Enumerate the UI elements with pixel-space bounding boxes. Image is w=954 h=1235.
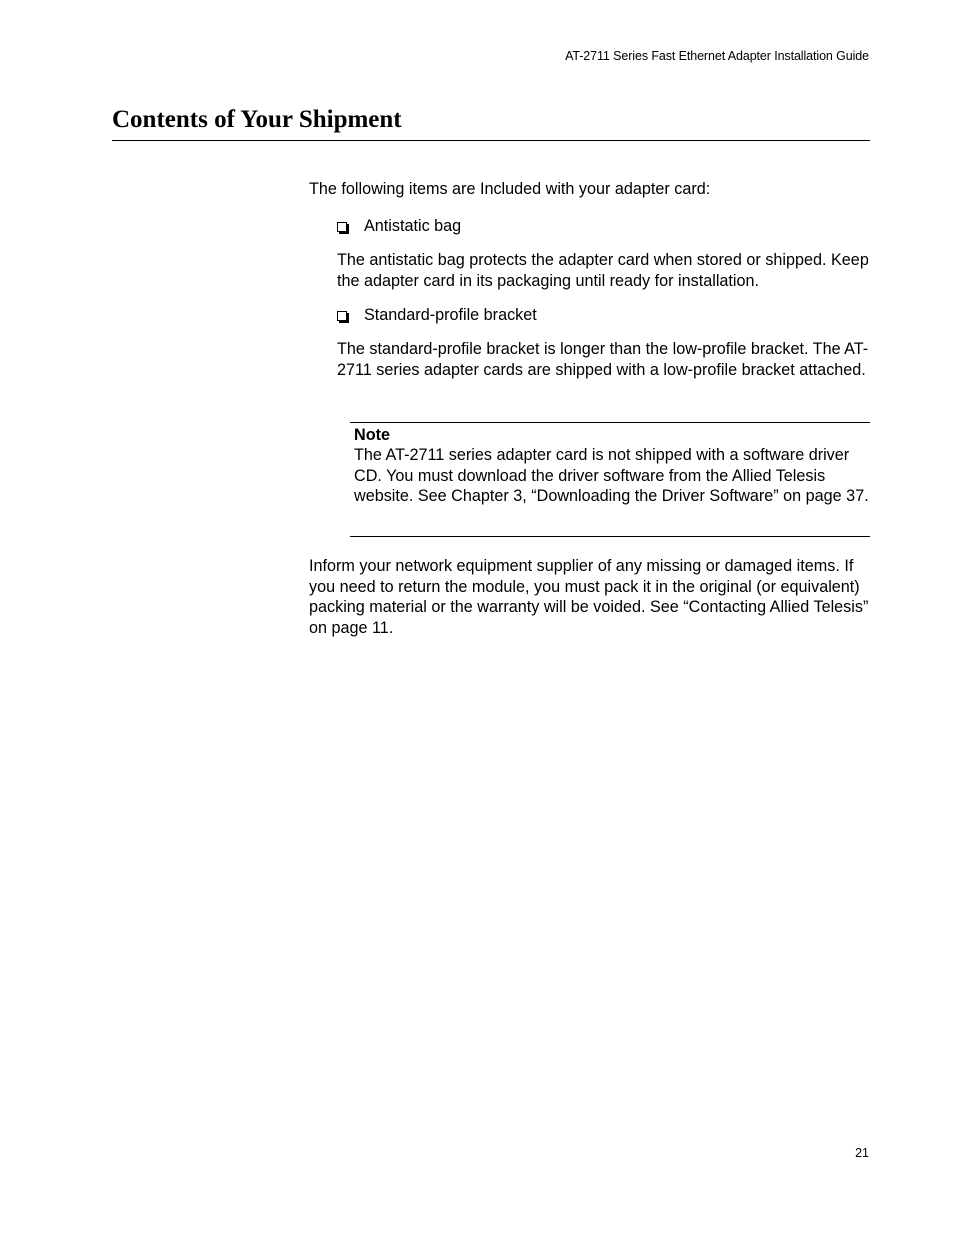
list-item-antistatic-bag bbox=[337, 216, 877, 237]
page-number: 21 bbox=[855, 1146, 869, 1160]
list-item-standard-profile-bracket bbox=[337, 305, 877, 326]
checkbox-bullet-icon bbox=[337, 311, 347, 321]
note-bottom-divider bbox=[350, 536, 870, 537]
note-top-divider bbox=[350, 422, 870, 423]
list-item-description: The antistatic bag protects the adapter card when stored or shipped. Keep the adapter card in its packaging until ready for installation. bbox=[337, 251, 869, 290]
closing-paragraph: Inform your network equipment supplier of any missing or damaged items. If you need to return the module, you must pack it in the original (or equivalent) packing material or the warranty will be voided. See “Contacting Allied Telesis” on page 11. bbox=[309, 557, 869, 637]
checkbox-bullet-icon bbox=[337, 222, 347, 232]
section-title: Contents of Your Shipment bbox=[112, 106, 402, 133]
title-divider bbox=[112, 140, 870, 141]
running-header: AT-2711 Series Fast Ethernet Adapter Installation Guide bbox=[565, 49, 869, 63]
list-item-description: The standard-profile bracket is longer than the low-profile bracket. The AT-2711 series adapter cards are shipped with a low-profile bracket attached. bbox=[337, 340, 869, 379]
note-body: The AT-2711 series adapter card is not shipped with a software driver CD. You must download the driver software from the Allied Telesis website. See Chapter 3, “Downloading the Driver Software” on page 37. bbox=[354, 446, 869, 505]
intro-paragraph: The following items are Included with your adapter card: bbox=[309, 180, 711, 198]
list-item-label: Standard-profile bracket bbox=[364, 306, 537, 324]
note-heading: Note bbox=[354, 426, 390, 444]
list-item-label: Antistatic bag bbox=[364, 217, 462, 235]
